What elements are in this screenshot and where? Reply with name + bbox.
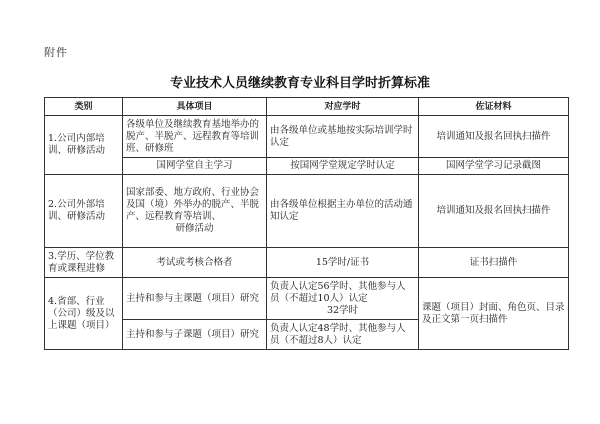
table-row [45,116,569,158]
column-header-category: 类别 [45,98,123,116]
item-text-tail: 研修活动 [175,223,214,234]
category-cell: 3.学历、学位教育或课程进修 [45,248,123,278]
table-row [45,158,569,175]
evidence-cell: 培训通知及报名回执扫描件 [419,116,569,158]
item-cell: 各级单位及继续教育基地举办的脱产、半脱产、远程教育等培训班、研修班 [123,116,267,158]
item-text: 国家部委、地方政府、行业协会及国（境）外举办的脱产、半脱产、远程教育等培训、 [126,187,260,222]
hours-cell: 15学时/证书 [267,248,419,278]
category-cell: 4.省部、行业（公司）级及以上课题（项目） [45,278,123,350]
category-cell: 1.公司内部培训、研修活动 [45,116,123,175]
hours-cell: 按国网学堂规定学时认定 [267,158,419,175]
evidence-cell: 培训通知及报名回执扫描件 [419,175,569,248]
column-header-hours: 对应学时 [267,98,419,116]
hours-cell [267,278,419,320]
page-title: 专业技术人员继续教育专业科目学时折算标准 [169,76,430,91]
evidence-cell: 证书扫描件 [419,248,569,278]
category-cell: 2.公司外部培训、研修活动 [45,175,123,248]
item-cell [123,175,267,248]
conversion-table [44,97,569,350]
item-cell: 主持和参与主课题（项目）研究 [123,278,267,320]
table-row [45,248,569,278]
item-cell: 主持和参与子课题（项目）研究 [123,320,267,350]
evidence-cell: 课题（项目）封面、角色页、目录及正文第一页扫描件 [419,278,569,350]
hours-text-tail: 32学时 [326,304,359,316]
evidence-cell: 国网学堂学习记录截图 [419,158,569,175]
column-header-item: 具体项目 [123,98,267,116]
table-row [45,278,569,320]
table-row [45,175,569,248]
item-cell: 国网学堂自主学习 [123,158,267,175]
hours-text: 负责人认定56学时、其他参与人员（不超过10人）认定 [270,280,406,304]
item-cell: 考试或考核合格者 [123,248,267,278]
table-header-row [45,98,569,116]
attachment-label: 附件 [44,46,68,59]
hours-cell: 负责人认定48学时、其他参与人员（不超过8人）认定 [267,320,419,350]
hours-cell: 由各级单位根据主办单位的活动通知认定 [267,175,419,248]
column-header-evidence: 佐证材料 [419,98,569,116]
hours-cell: 由各级单位或基地按实际培训学时认定 [267,116,419,158]
